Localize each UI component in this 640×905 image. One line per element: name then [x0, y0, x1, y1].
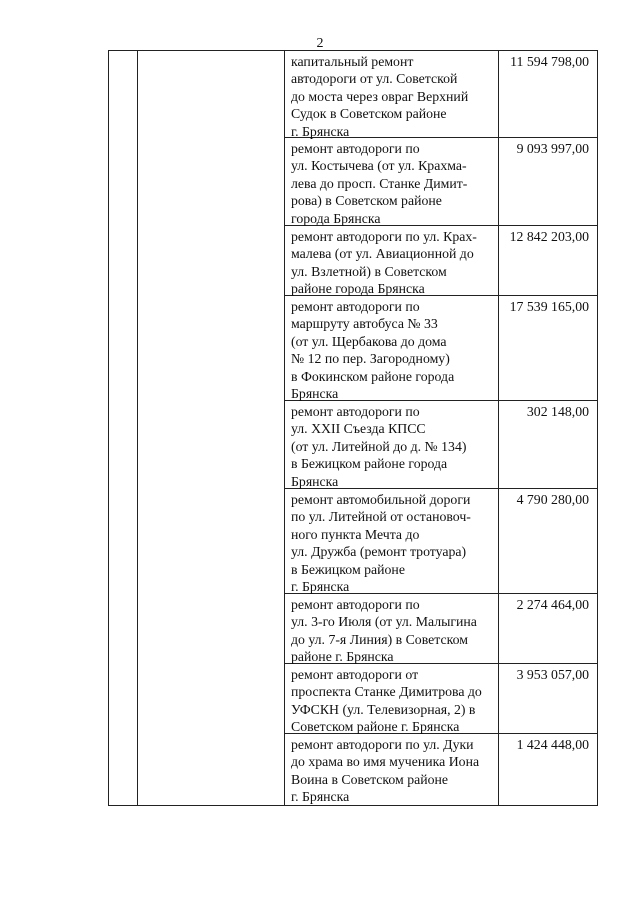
- row-amount: 4 790 280,00: [516, 492, 589, 507]
- table-row: [284, 51, 597, 138]
- column-divider-1: [137, 51, 138, 805]
- row-amount: 11 594 798,00: [510, 54, 589, 69]
- table-row: [284, 296, 597, 401]
- row-amount: 1 424 448,00: [516, 737, 589, 752]
- row-description: ремонт автодороги по ул. 3-го Июля (от ул. Малыгина до ул. 7-я Линия) в Советском районе г. Брянска: [291, 597, 477, 665]
- row-amount: 17 539 165,00: [509, 299, 589, 314]
- row-description: капитальный ремонт автодороги от ул. Советской до моста через овраг Верхний Судок в Советском районе г. Брянска: [291, 54, 469, 139]
- budget-table: [108, 50, 598, 806]
- table-row: [284, 401, 597, 489]
- row-description: ремонт автодороги по ул. XXII Съезда КПСС (от ул. Литейной до д. № 134) в Бежицком районе города Брянска: [291, 404, 467, 489]
- row-description: ремонт автодороги от проспекта Станке Димитрова до УФСКН (ул. Телевизорная, 2) в Советском районе г. Брянска: [291, 667, 482, 735]
- table-row: [284, 226, 597, 296]
- row-amount: 302 148,00: [526, 404, 589, 419]
- table-row: [284, 734, 597, 805]
- table-row: [284, 594, 597, 664]
- row-amount: 9 093 997,00: [516, 141, 589, 156]
- row-description: ремонт автодороги по маршруту автобуса № 33 (от ул. Щербакова до дома № 12 по пер. Загородному) в Фокинском районе города Брянска: [291, 299, 455, 402]
- row-description: ремонт автодороги по ул. Дуки до храма во имя мученика Иона Воина в Советском районе г. Брянска: [291, 737, 480, 805]
- row-description: ремонт автодороги по ул. Крах- малева (от ул. Авиационной до ул. Взлетной) в Советском районе города Брянска: [291, 229, 477, 297]
- table-row: [284, 138, 597, 226]
- page-number: 2: [316, 36, 324, 51]
- row-amount: 2 274 464,00: [516, 597, 589, 612]
- row-amount: 3 953 057,00: [516, 667, 589, 682]
- row-description: ремонт автодороги по ул. Костычева (от ул. Крахма- лева до просп. Станке Димит- рова) в Советском районе города Брянска: [291, 141, 468, 226]
- row-description: ремонт автомобильной дороги по ул. Литейной от остановоч- ного пункта Мечта до ул. Дружба (ремонт тротуара) в Бежицком районе г. Брянска: [291, 492, 471, 595]
- row-amount: 12 842 203,00: [509, 229, 589, 244]
- table-row: [284, 489, 597, 594]
- table-row: [284, 664, 597, 734]
